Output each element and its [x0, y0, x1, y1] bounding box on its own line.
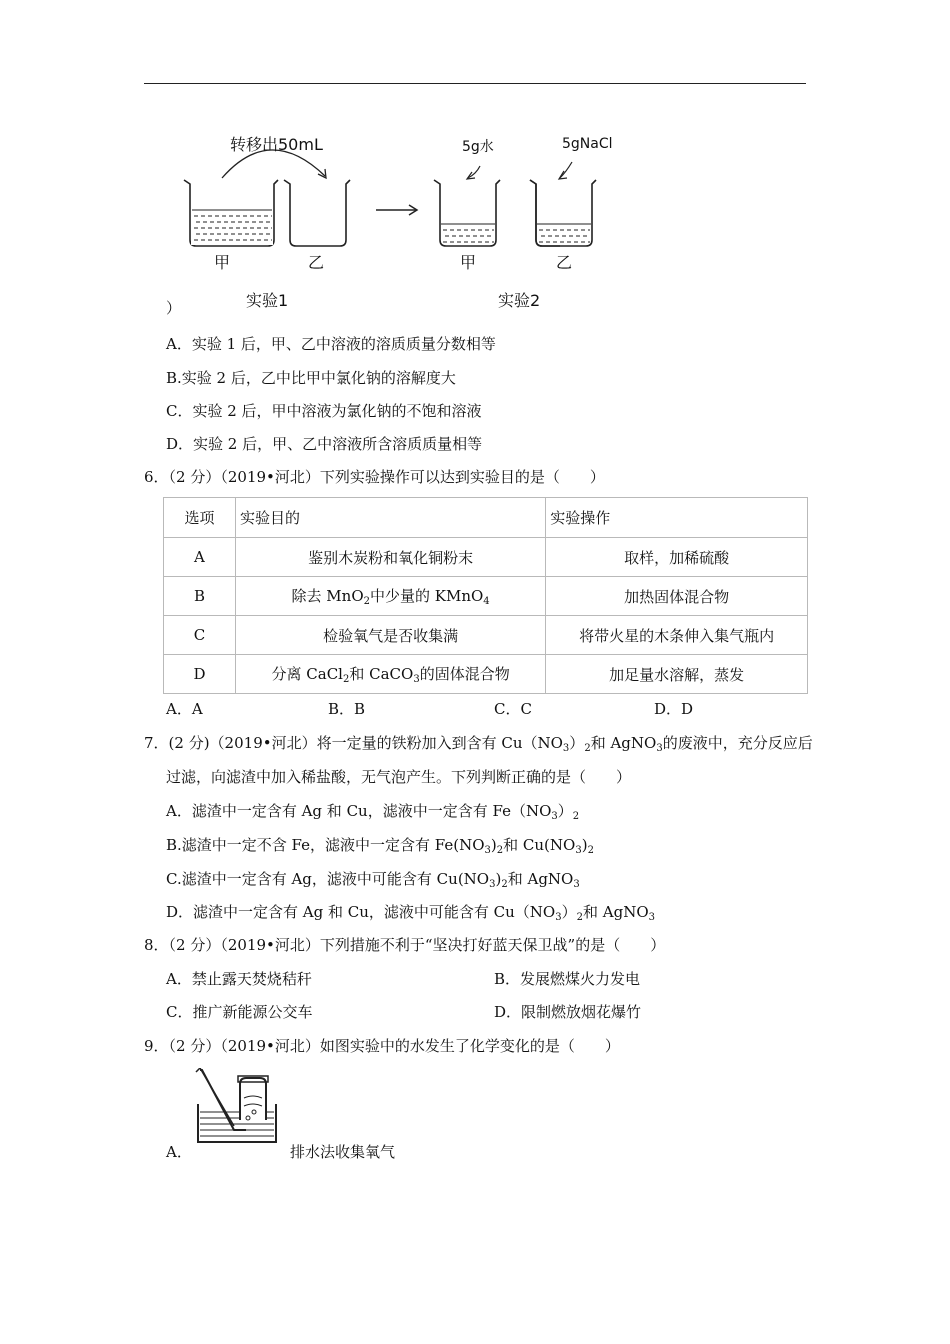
- q6-answer-a: A．A: [166, 700, 203, 718]
- q6-answer-d: D．D: [654, 700, 694, 718]
- q7-option-d: D．滤渣中一定含有 Ag 和 Cu，滤液中可能含有 $Cu(NO_3)_2$和 AgNO$_3$: [166, 903, 656, 923]
- q5-option-d: D．实验 2 后，甲、乙中溶液所含溶质质量相等: [166, 435, 483, 453]
- experiment-figure: [180, 128, 613, 318]
- cell-operation: 取样，加稀硫酸: [546, 538, 808, 577]
- q7-stem-line1: 7．(2 分)（2019•河北）将一定量的铁粉加入到含有 $Cu(NO_3)_2$和 AgNO$_3$的废液中，充分反应后: [144, 734, 813, 754]
- cell-purpose: 鉴别木炭粉和氧化铜粉末: [235, 538, 545, 577]
- header-option: 选项: [164, 498, 236, 538]
- header-rule: [144, 83, 806, 84]
- beaker-label-yi-2: 乙: [556, 253, 573, 272]
- water-label: 5g水: [462, 139, 494, 155]
- table-header-row: [164, 498, 808, 538]
- q9-option-a-caption: 排水法收集氧气: [290, 1143, 396, 1161]
- beaker-label-yi-1: 乙: [308, 253, 325, 272]
- q7-stem-line2: 过滤，向滤渣中加入稀盐酸，无气泡产生。下列判断正确的是（ ）: [166, 768, 632, 786]
- header-purpose: 实验目的: [235, 498, 545, 538]
- gas-collection-icon: [188, 1068, 284, 1150]
- q8-stem: 8．（2 分）（2019•河北）下列措施不利于“坚决打好蓝天保卫战”的是（ ）: [144, 936, 666, 954]
- cell-operation: 加足量水溶解，蒸发: [546, 655, 808, 694]
- table-row: [164, 655, 808, 694]
- cell-purpose: 分离 CaCl$_2$和 CaCO$_3$的固体混合物: [235, 655, 545, 694]
- cell-purpose: 除去 MnO$_2$中少量的 KMnO$_4$: [235, 577, 545, 616]
- q7-option-b: B.滤渣中一定不含 Fe，滤液中一定含有 $Fe(NO_3)_2$和 $Cu(NO_3)_2$: [166, 836, 594, 856]
- table-row: [164, 577, 808, 616]
- cell-operation: 将带火星的木条伸入集气瓶内: [546, 616, 808, 655]
- beaker-label-jia-1: 甲: [214, 253, 231, 272]
- q6-table: [163, 497, 808, 694]
- q6-answer-c: C．C: [494, 700, 532, 718]
- q8-option-a: A．禁止露天焚烧秸秆: [166, 970, 312, 988]
- header-operation: 实验操作: [546, 498, 808, 538]
- beaker-label-jia-2: 甲: [460, 253, 477, 272]
- q9-stem: 9．（2 分）（2019•河北）如图实验中的水发生了化学变化的是（ ）: [144, 1037, 620, 1055]
- q8-option-c: C．推广新能源公交车: [166, 1003, 313, 1021]
- q5-option-b: B.实验 2 后，乙中比甲中氯化钠的溶解度大: [166, 369, 456, 387]
- transfer-label: 转移出50mL: [230, 135, 323, 154]
- q8-option-b: B．发展燃煤火力发电: [494, 970, 641, 988]
- table-row: [164, 538, 808, 577]
- q6-answer-b: B．B: [328, 700, 366, 718]
- cell-option: A: [164, 538, 236, 577]
- q7-option-c: C.滤渣中一定含有 Ag，滤液中可能含有 $Cu(NO_3)_2$和 AgNO$_3$: [166, 870, 580, 890]
- cell-operation: 加热固体混合物: [546, 577, 808, 616]
- q5-option-c: C．实验 2 后，甲中溶液为氯化钠的不饱和溶液: [166, 402, 482, 420]
- experiment-2-label: 实验2: [498, 291, 541, 310]
- water-collection-figure: [188, 1068, 284, 1150]
- q8-option-d: D．限制燃放烟花爆竹: [494, 1003, 642, 1021]
- nacl-label: 5gNaCl: [562, 136, 613, 152]
- q6-stem: 6．（2 分）（2019•河北）下列实验操作可以达到实验目的是（ ）: [144, 468, 605, 486]
- beaker-yi-after: [520, 128, 720, 318]
- q5-option-a: A．实验 1 后，甲、乙中溶液的溶质质量分数相等: [166, 335, 496, 353]
- cell-option: B: [164, 577, 236, 616]
- experiment-1-label: 实验1: [246, 291, 289, 310]
- q7-option-a: A．滤渣中一定含有 Ag 和 Cu，滤液中一定含有 $Fe(NO_3)_2$: [166, 802, 580, 822]
- table-row: [164, 616, 808, 655]
- cell-purpose: 检验氧气是否收集满: [235, 616, 545, 655]
- cell-option: C: [164, 616, 236, 655]
- q9-option-a-letter: A．: [166, 1143, 192, 1161]
- q5-stem-tail: ）: [166, 299, 182, 317]
- cell-option: D: [164, 655, 236, 694]
